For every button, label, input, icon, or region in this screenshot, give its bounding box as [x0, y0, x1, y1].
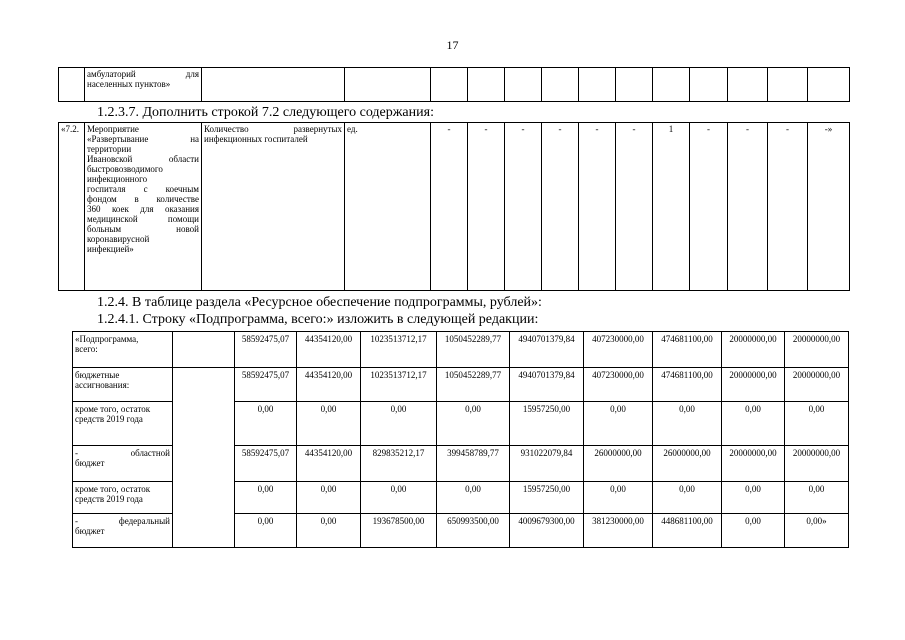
amount-cell: 0,00 — [785, 402, 849, 446]
amount-cell: 0,00 — [653, 402, 722, 446]
row-number: «7.2. — [59, 123, 85, 291]
amount-cell: 15957250,00 — [510, 402, 584, 446]
value-cell: -» — [808, 123, 850, 291]
amount-cell: 26000000,00 — [653, 446, 722, 482]
value-cell: - — [616, 123, 653, 291]
amount-cell: 44354120,00 — [297, 368, 361, 402]
event-description: Мероприятие «Развертывание на территории Ивановской области быстровозводимого инфекционного госпиталя с коечным фондом в количестве 360 коек для оказания медицинской помощи больным новой коронавирусной инфекцией» — [85, 123, 202, 291]
amount-cell: 0,00 — [653, 482, 722, 514]
amount-cell: 20000000,00 — [722, 332, 785, 368]
amount-cell: 399458789,77 — [437, 446, 510, 482]
amount-cell: 474681100,00 — [653, 368, 722, 402]
value-cell: - — [542, 123, 579, 291]
amount-cell: 20000000,00 — [722, 368, 785, 402]
amount-cell: 58592475,07 — [235, 332, 297, 368]
amount-cell: 0,00 — [722, 482, 785, 514]
amount-cell: 4009679300,00 — [510, 514, 584, 548]
amount-cell: 448681100,00 — [653, 514, 722, 548]
amount-cell: 0,00 — [235, 402, 297, 446]
amount-cell: 193678500,00 — [361, 514, 437, 548]
amount-cell: 15957250,00 — [510, 482, 584, 514]
amount-cell: 0,00 — [437, 402, 510, 446]
continuation-table — [58, 67, 850, 102]
amount-cell: 20000000,00 — [785, 446, 849, 482]
amount-cell: 0,00 — [584, 402, 653, 446]
amount-cell: 44354120,00 — [297, 446, 361, 482]
amount-cell: 20000000,00 — [785, 368, 849, 402]
cell-empty — [59, 68, 85, 102]
value-cell: 1 — [653, 123, 690, 291]
amount-cell: 0,00 — [235, 482, 297, 514]
amount-cell: 44354120,00 — [297, 332, 361, 368]
amount-cell: 407230000,00 — [584, 332, 653, 368]
amount-cell: 0,00 — [722, 402, 785, 446]
row-label: кроме того, остаток средств 2019 года — [73, 402, 173, 446]
amount-cell: 0,00 — [235, 514, 297, 548]
row-label: бюджетные ассигнования: — [73, 368, 173, 402]
amount-cell: 931022079,84 — [510, 446, 584, 482]
row-label: - областной бюджет — [73, 446, 173, 482]
value-cell: - — [431, 123, 468, 291]
amount-cell: 0,00 — [361, 402, 437, 446]
amount-cell: 0,00 — [437, 482, 510, 514]
page-number: 17 — [446, 38, 459, 52]
row-label: - федеральный бюджет — [73, 514, 173, 548]
value-cell: - — [728, 123, 768, 291]
continuation-line-1: амбулаторий для — [87, 69, 199, 79]
amount-cell: 0,00 — [722, 514, 785, 548]
row-72-table — [58, 122, 850, 291]
row-label: «Подпрограмма, всего: — [73, 332, 173, 368]
amount-cell: 0,00 — [297, 402, 361, 446]
amount-cell: 381230000,00 — [584, 514, 653, 548]
finance-row — [73, 368, 849, 402]
value-cell: - — [690, 123, 728, 291]
amount-cell: 0,00 — [297, 514, 361, 548]
amount-cell: 58592475,07 — [235, 368, 297, 402]
amount-cell: 0,00 — [361, 482, 437, 514]
amount-cell: 26000000,00 — [584, 446, 653, 482]
amount-cell: 58592475,07 — [235, 446, 297, 482]
amount-cell: 474681100,00 — [653, 332, 722, 368]
unit-cell: ед. — [345, 123, 431, 291]
amount-cell: 0,00 — [297, 482, 361, 514]
amount-cell: 829835212,17 — [361, 446, 437, 482]
amount-cell: 20000000,00 — [722, 446, 785, 482]
section-heading-124: 1.2.4. В таблице раздела «Ресурсное обеспечение подпрограммы, рублей»: — [97, 295, 542, 310]
amount-cell: 4940701379,84 — [510, 332, 584, 368]
continuation-line-2: населенных пунктов» — [87, 79, 171, 89]
section-heading-1241: 1.2.4.1. Строку «Подпрограмма, всего:» изложить в следующей редакции: — [97, 312, 539, 327]
value-cell: - — [579, 123, 616, 291]
row-label: кроме того, остаток средств 2019 года — [73, 482, 173, 514]
amount-cell: 407230000,00 — [584, 368, 653, 402]
amount-cell: 1023513712,17 — [361, 332, 437, 368]
value-cell: - — [468, 123, 505, 291]
indicator-name: Количество развернутых инфекционных госпиталей — [202, 123, 345, 291]
section-heading-1237: 1.2.3.7. Дополнить строкой 7.2 следующего содержания: — [97, 105, 434, 120]
continuation-cell — [85, 68, 202, 102]
amount-cell: 0,00» — [785, 514, 849, 548]
value-cell: - — [505, 123, 542, 291]
resource-table — [72, 331, 849, 548]
amount-cell: 20000000,00 — [785, 332, 849, 368]
amount-cell: 650993500,00 — [437, 514, 510, 548]
amount-cell: 0,00 — [584, 482, 653, 514]
finance-row — [73, 332, 849, 368]
amount-cell: 1050452289,77 — [437, 368, 510, 402]
amount-cell: 4940701379,84 — [510, 368, 584, 402]
amount-cell: 0,00 — [785, 482, 849, 514]
value-cell: - — [768, 123, 808, 291]
amount-cell: 1050452289,77 — [437, 332, 510, 368]
amount-cell: 1023513712,17 — [361, 368, 437, 402]
